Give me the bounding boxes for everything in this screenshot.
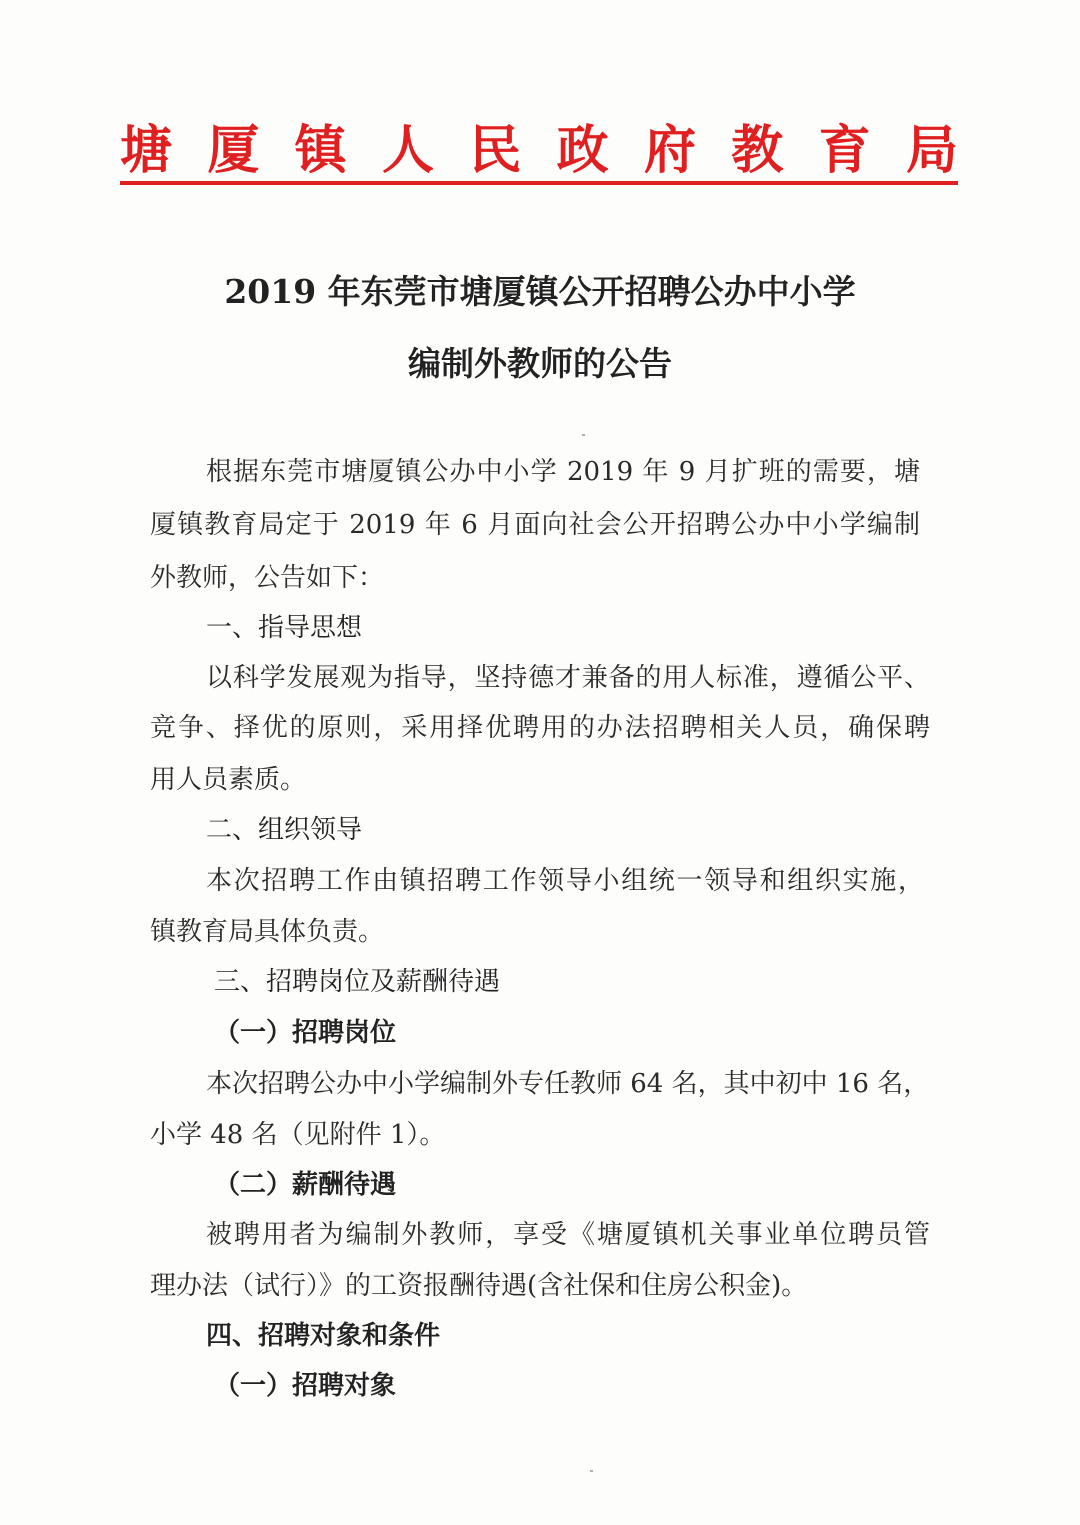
intro-line: 根据东莞市塘厦镇公办中小学 2019 年 9 月扩班的需要，塘: [206, 457, 920, 487]
subsection-heading: （一）招聘岗位: [214, 1018, 397, 1048]
paragraph-line: 理办法（试行）》的工资报酬待遇(含社保和住房公积金)。: [150, 1271, 808, 1301]
paragraph-line: 用人员素质。: [150, 765, 307, 795]
intro-line: 外教师，公告如下：: [150, 563, 385, 593]
intro-line: 厦镇教育局定于 2019 年 6 月面向社会公开招聘公办中小学编制: [150, 510, 920, 540]
masthead-char: 厦: [207, 119, 260, 181]
masthead-char: 政: [556, 119, 609, 181]
section-heading: 三、招聘岗位及薪酬待遇: [214, 967, 501, 997]
paragraph-line: 本次招聘公办中小学编制外专任教师 64 名，其中初中 16 名，: [206, 1069, 930, 1099]
masthead-char: 局: [905, 119, 958, 181]
document-title-line1: 2019 年东莞市塘厦镇公开招聘公办中小学: [224, 272, 856, 311]
masthead-char: 人: [381, 119, 434, 181]
scan-speck: [590, 1470, 593, 1472]
subsection-heading: （二）薪酬待遇: [214, 1170, 397, 1200]
paragraph-line: 竞争、择优的原则，采用择优聘用的办法招聘相关人员，确保聘: [150, 713, 930, 743]
paragraph-line: 镇教育局具体负责。: [150, 917, 385, 947]
masthead-char: 育: [818, 119, 871, 181]
paragraph-line: 小学 48 名（见附件 1）。: [150, 1120, 446, 1150]
section-heading: 四、招聘对象和条件: [206, 1321, 441, 1351]
subsection-heading: （一）招聘对象: [214, 1371, 397, 1401]
document-title-line2: 编制外教师的公告: [408, 344, 672, 383]
masthead-divider: [120, 181, 958, 185]
paragraph-line: 被聘用者为编制外教师，享受《塘厦镇机关事业单位聘员管: [206, 1220, 930, 1250]
section-heading: 一、指导思想: [206, 613, 363, 643]
masthead-char: 民: [469, 119, 522, 181]
masthead-char: 镇: [294, 119, 347, 181]
masthead: [120, 110, 958, 180]
section-heading: 二、组织领导: [206, 815, 363, 845]
masthead-char: 塘: [120, 119, 173, 181]
paragraph-line: 本次招聘工作由镇招聘工作领导小组统一领导和组织实施，: [206, 866, 924, 896]
masthead-char: 府: [643, 119, 696, 181]
scan-speck: [582, 434, 585, 436]
paragraph-line: 以科学发展观为指导，坚持德才兼备的用人标准，遵循公平、: [206, 663, 930, 693]
masthead-char: 教: [731, 119, 784, 181]
